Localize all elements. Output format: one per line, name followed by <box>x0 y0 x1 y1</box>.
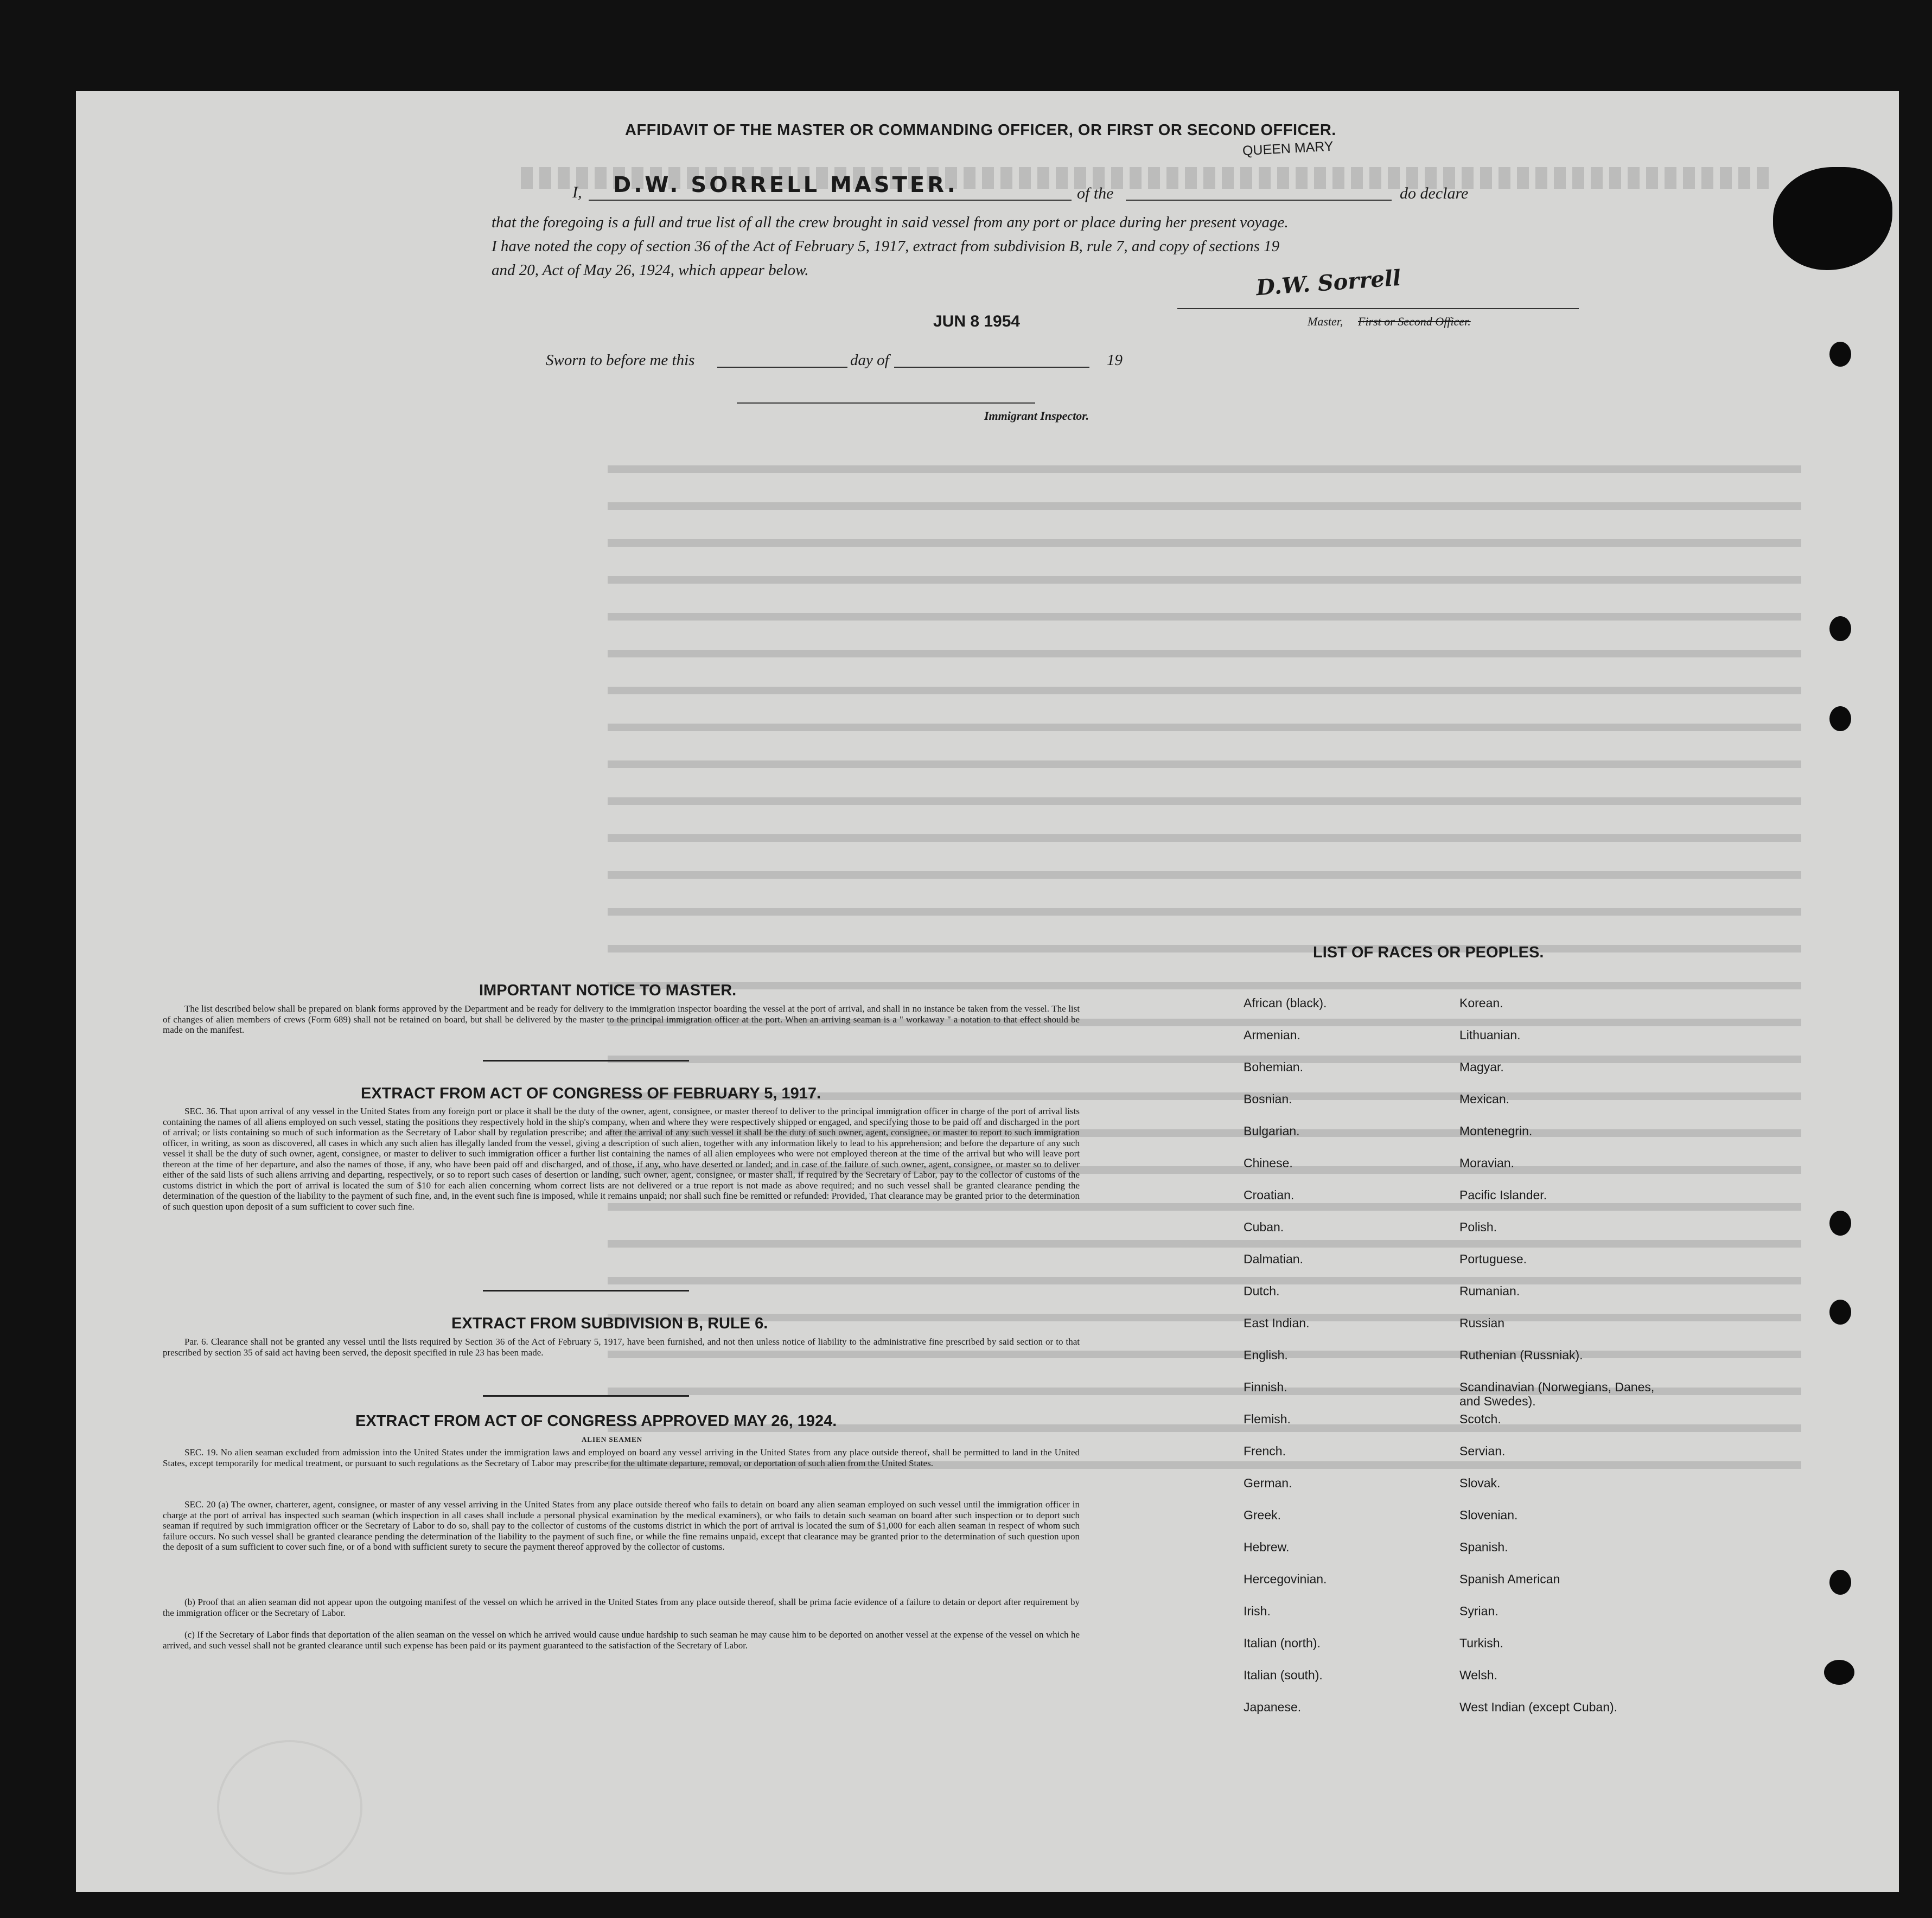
race-item: Welsh. <box>1459 1668 1497 1682</box>
race-item: Servian. <box>1459 1444 1506 1458</box>
punch-hole <box>1829 342 1851 367</box>
race-item: Turkish. <box>1459 1636 1503 1650</box>
race-item: Hercegovinian. <box>1244 1572 1327 1586</box>
subdivision-b-title: EXTRACT FROM SUBDIVISION B, RULE 6. <box>451 1315 768 1332</box>
race-item: Bulgarian. <box>1244 1124 1300 1138</box>
race-item: Italian (south). <box>1244 1668 1323 1682</box>
affidavit-line-3: I have noted the copy of section 36 of the Act of February 5, 1917, extract from subdivision B, rule 7, and copy of sections 19 <box>492 238 1280 255</box>
i-label: I, <box>572 183 582 201</box>
punch-hole <box>1824 1660 1854 1685</box>
of-the-label: of the <box>1077 184 1114 202</box>
race-item: Portuguese. <box>1459 1252 1527 1266</box>
race-item: Italian (north). <box>1244 1636 1321 1650</box>
punch-hole <box>1829 1211 1851 1236</box>
torn-corner <box>1773 167 1892 270</box>
race-item: Croatian. <box>1244 1188 1295 1202</box>
race-item: Mexican. <box>1459 1092 1510 1106</box>
master-label: Master, <box>1308 315 1343 328</box>
race-item: Magyar. <box>1459 1060 1504 1074</box>
notice-text: The list described below shall be prepared on blank forms approved by the Department and be ready for delivery to the immigration inspector boarding the vessel at the port of arrival, and shall in no instance be taken from the vessel. The list of changes of alien members of crews (Form 689) shall not be retained on board, but shall be delivered by the master to the principal immigration officer at the port. When an arriving seaman is a " workaway " a notation to that effect should be made on the manifest. <box>163 1003 1080 1035</box>
act-1924-sec20c: (c) If the Secretary of Labor finds that deportation of the alien seaman on the vessel on which he arrived would cause undue hardship to such seaman he may cause him to be deported on another vessel at the expense of the vessel on which he arrived, and such vessel shall not be granted clearance until such expense has been paid or its payment guaranteed to the satisfaction of the Secretary of Labor. <box>163 1629 1080 1651</box>
act-1917-text: SEC. 36. That upon arrival of any vessel in the United States from any foreign port or place it shall be the duty of the owner, agent, consignee, or master thereof to deliver to the principal immigration officer in charge of the port of arrival lists containing the names of all aliens employed on such vessel, stating the positions they respectively hold in the ship's company, when and where they were respectively shipped or engaged, and specifying those to be paid off and discharged in the port of arrival; or lists containing so much of such information as the Secretary of Labor shall by regulation prescribe; and after the arrival of any such vessel it shall be the duty of such owner, agent, consignee, or master to report to such immigration officer, in writing, as soon as discovered, all cases in which any such alien has illegally landed from the vessel, giving a description of such alien, together with any information likely to lead to his apprehension; and before the departure of any such vessel it shall be the duty of such owner, agent, consignee, or master to deliver to such immigration officer a further list containing the names of all alien employees who were not employed thereon at the time of the arrival but who will leave port thereon at the time of her departure, and also the names of those, if any, who have been paid off and discharged, and of those, if any, who have deserted or landed; and in case of the failure of such owner, agent, consignee, or master so to deliver either of the said lists of such aliens arriving and departing, respectively, or so to report such cases of desertion or landing, such owner, agent, consignee, or master shall, if required by the Secretary of Labor, pay to the collector of customs of the customs district in which the port of arrival is located the sum of $10 for each alien concerning whom correct lists are not delivered or a true report is not made as above required; and no such vessel shall be granted clearance pending the determination of the question of the liability to the payment of such fine, and, in the event such fine is imposed, while it remains unpaid; nor shall such fine be remitted or refunded: Provided, That clearance may be granted prior to the determination of such question upon deposit of a sum sufficient to cover such fine. <box>163 1106 1080 1212</box>
affidavit-line-2: that the foregoing is a full and true list of all the crew brought in said vessel from any port or place during her present voyage. <box>492 214 1289 231</box>
race-item: Chinese. <box>1244 1156 1293 1170</box>
race-item: Slovak. <box>1459 1476 1501 1490</box>
race-item: Syrian. <box>1459 1604 1499 1618</box>
notice-title: IMPORTANT NOTICE TO MASTER. <box>479 982 737 999</box>
race-item: East Indian. <box>1244 1316 1310 1330</box>
act-1924-sec20a: SEC. 20 (a) The owner, charterer, agent, consignee, or master of any vessel arriving in the United States from any place outside thereof who fails to detain on board any alien seaman employed on such vessel until the immigration officer in charge at the port of arrival has inspected such seaman (which inspection in all cases shall include a personal physical examination by the medical examiners), or who fails to detain such seaman on board after such inspection or to deport such seaman if required by such immigration officer or the Secretary of Labor to do so, shall pay to the collector of customs of the customs district in which the port of arrival is located the sum of $1,000 for each alien seaman in respect of whom such failure occurs. No such vessel shall be granted clearance pending the determination of the liability to the payment of such fine, or while the fine remains unpaid, except that clearance may be granted prior to the determination of such question upon the deposit of a sum sufficient to cover such fine, or of a bond with sufficient surety to secure the payment thereof approved by the collector of customs. <box>163 1499 1080 1552</box>
race-item: Bohemian. <box>1244 1060 1303 1074</box>
race-item: Korean. <box>1459 996 1503 1010</box>
race-item: Lithuanian. <box>1459 1028 1521 1042</box>
date-stamp: JUN 8 1954 <box>933 312 1021 330</box>
struck-officer-label: First or Second Officer. <box>1358 315 1471 328</box>
vessel-name: QUEEN MARY <box>1242 138 1334 159</box>
race-item: Pacific Islander. <box>1459 1188 1547 1202</box>
punch-hole <box>1829 1570 1851 1595</box>
race-item: English. <box>1244 1348 1288 1362</box>
race-item: Polish. <box>1459 1220 1497 1234</box>
race-item: Japanese. <box>1244 1700 1302 1714</box>
race-item: Scandinavian (Norwegians, Danes, and Swedes). <box>1459 1380 1655 1408</box>
document-page <box>76 91 1899 1892</box>
race-item: Dutch. <box>1244 1284 1280 1298</box>
race-item: Bosnian. <box>1244 1092 1292 1106</box>
race-item: African (black). <box>1244 996 1327 1010</box>
affidavit-title: AFFIDAVIT OF THE MASTER OR COMMANDING OFFICER, OR FIRST OR SECOND OFFICER. <box>625 122 1336 139</box>
race-item: Irish. <box>1244 1604 1271 1618</box>
race-item: Armenian. <box>1244 1028 1300 1042</box>
race-item: Montenegrin. <box>1459 1124 1533 1138</box>
race-item: Hebrew. <box>1244 1540 1290 1554</box>
affidavit-line-4: and 20, Act of May 26, 1924, which appear below. <box>492 261 809 279</box>
act-1924-sec20b: (b) Proof that an alien seaman did not appear upon the outgoing manifest of the vessel on which he arrived in the United States from any place outside thereof, shall be prima facie evidence of a failure to detain or deport after requirement by the immigration officer or the Secretary of Labor. <box>163 1597 1080 1618</box>
act-1924-sec19: SEC. 19. No alien seaman excluded from admission into the United States under the immigration laws and employed on board any vessel arriving in the United States from any place outside thereof, shall be permitted to land in the United States, except temporarily for medical treatment, or pursuant to such regulations as the Secretary of Labor may prescribe for the ultimate departure, removal, or deportation of such alien from the United States. <box>163 1447 1080 1468</box>
race-item: West Indian (except Cuban). <box>1459 1700 1618 1714</box>
race-item: Dalmatian. <box>1244 1252 1303 1266</box>
punch-hole <box>1829 616 1851 641</box>
race-item: Flemish. <box>1244 1412 1291 1426</box>
alien-seamen-subtitle: ALIEN SEAMEN <box>582 1435 643 1443</box>
race-item: Moravian. <box>1459 1156 1514 1170</box>
race-item: Cuban. <box>1244 1220 1284 1234</box>
race-item: Finnish. <box>1244 1380 1287 1394</box>
do-declare-label: do declare <box>1400 184 1469 202</box>
master-name: D.W. SORRELL MASTER. <box>613 172 958 197</box>
race-item: Ruthenian (Russniak). <box>1459 1348 1583 1362</box>
punch-hole <box>1829 1300 1851 1325</box>
act-1924-title: EXTRACT FROM ACT OF CONGRESS APPROVED MAY 26, 1924. <box>355 1412 837 1430</box>
race-item: Spanish. <box>1459 1540 1508 1554</box>
inspector-label: Immigrant Inspector. <box>984 409 1089 423</box>
sworn-label: Sworn to before me this <box>546 351 695 369</box>
race-item: Russian <box>1459 1316 1505 1330</box>
race-item: French. <box>1244 1444 1286 1458</box>
race-item: German. <box>1244 1476 1292 1490</box>
race-item: Rumanian. <box>1459 1284 1520 1298</box>
race-item: Scotch. <box>1459 1412 1501 1426</box>
sworn-day-label: day of <box>850 351 889 369</box>
race-item: Spanish American <box>1459 1572 1560 1586</box>
races-title: LIST OF RACES OR PEOPLES. <box>1313 944 1544 961</box>
punch-hole <box>1829 706 1851 731</box>
act-1917-title: EXTRACT FROM ACT OF CONGRESS OF FEBRUARY 5, 1917. <box>361 1085 821 1102</box>
master-signature: D.W. Sorrell <box>1255 265 1402 301</box>
sworn-year-label: 19 <box>1107 351 1123 369</box>
race-item: Slovenian. <box>1459 1508 1518 1522</box>
race-item: Greek. <box>1244 1508 1281 1522</box>
embossed-seal <box>217 1740 362 1875</box>
subdivision-b-text: Par. 6. Clearance shall not be granted any vessel until the lists required by Section 36 of the Act of February 5, 1917, have been furnished, and not then unless notice of liability to the administrative fine prescribed by said section or to that prescribed by section 35 of said act having been served, the deposit specified in rule 23 has been made. <box>163 1337 1080 1358</box>
